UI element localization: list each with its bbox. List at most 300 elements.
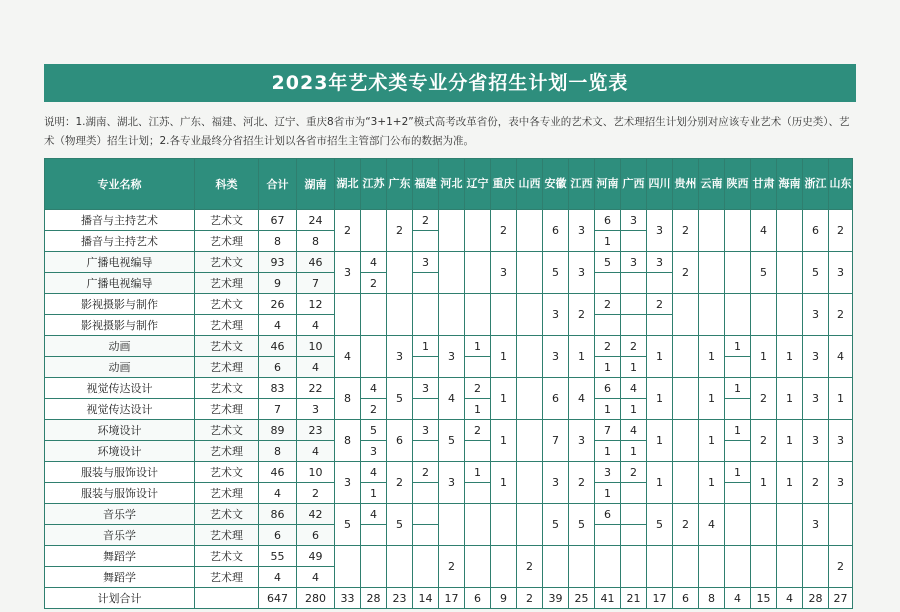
cell-total: 46 [259, 462, 297, 483]
province-cell: 5 [647, 504, 673, 546]
province-cell [543, 546, 569, 588]
total-hunan: 280 [297, 588, 335, 609]
province-cell: 5 [439, 420, 465, 462]
province-cell: 1 [621, 399, 647, 420]
table-row [45, 336, 853, 357]
cell-total: 55 [259, 546, 297, 567]
header-total: 合计 [259, 159, 297, 210]
header-row [45, 159, 853, 210]
province-cell: 3 [647, 210, 673, 252]
province-cell [725, 357, 751, 378]
total-province: 9 [491, 588, 517, 609]
cell-total: 67 [259, 210, 297, 231]
cell-cat: 艺术理 [195, 525, 259, 546]
province-cell: 7 [595, 420, 621, 441]
province-cell: 4 [621, 420, 647, 441]
cell-total: 26 [259, 294, 297, 315]
province-cell [413, 294, 439, 336]
province-cell: 3 [829, 420, 853, 462]
province-cell [517, 210, 543, 252]
province-cell: 3 [829, 252, 853, 294]
province-cell: 1 [621, 357, 647, 378]
province-cell: 3 [361, 441, 387, 462]
province-cell [439, 294, 465, 336]
province-cell: 1 [491, 336, 517, 378]
province-cell: 2 [465, 420, 491, 441]
province-cell: 3 [621, 252, 647, 273]
cell-major: 环境设计 [45, 420, 195, 441]
province-cell: 5 [803, 252, 829, 294]
province-cell [699, 252, 725, 294]
province-cell: 2 [751, 420, 777, 462]
province-cell: 3 [413, 252, 439, 273]
province-cell: 1 [699, 378, 725, 420]
province-cell: 1 [491, 462, 517, 504]
total-sum: 647 [259, 588, 297, 609]
cell-cat: 艺术理 [195, 273, 259, 294]
cell-major: 音乐学 [45, 525, 195, 546]
province-cell: 3 [413, 378, 439, 399]
header-province: 江西 [569, 159, 595, 210]
province-cell [673, 294, 699, 336]
province-cell: 2 [439, 546, 465, 588]
province-cell: 2 [803, 462, 829, 504]
province-cell: 1 [491, 420, 517, 462]
province-cell: 4 [569, 378, 595, 420]
cell-total: 9 [259, 273, 297, 294]
province-cell: 5 [569, 504, 595, 546]
cell-hunan: 7 [297, 273, 335, 294]
province-cell [725, 504, 751, 546]
table-row [45, 504, 853, 525]
province-cell: 8 [335, 420, 361, 462]
province-cell: 3 [569, 210, 595, 252]
total-province: 6 [465, 588, 491, 609]
province-cell: 2 [387, 210, 413, 252]
header-province: 云南 [699, 159, 725, 210]
province-cell [361, 294, 387, 336]
header-province: 山东 [829, 159, 853, 210]
province-cell [725, 399, 751, 420]
province-cell [517, 462, 543, 504]
province-cell: 3 [803, 420, 829, 462]
province-cell: 5 [387, 378, 413, 420]
province-cell: 6 [543, 210, 569, 252]
cell-total: 46 [259, 336, 297, 357]
province-cell: 3 [335, 462, 361, 504]
province-cell: 3 [829, 462, 853, 504]
province-cell: 5 [335, 504, 361, 546]
cell-major: 视觉传达设计 [45, 399, 195, 420]
province-cell: 5 [595, 252, 621, 273]
province-cell [777, 504, 803, 546]
cell-hunan: 10 [297, 462, 335, 483]
province-cell [673, 546, 699, 588]
province-cell [413, 441, 439, 462]
cell-total: 7 [259, 399, 297, 420]
cell-total: 8 [259, 441, 297, 462]
province-cell: 1 [569, 336, 595, 378]
cell-cat: 艺术文 [195, 210, 259, 231]
province-cell [673, 336, 699, 378]
province-cell: 4 [751, 210, 777, 252]
total-province: 23 [387, 588, 413, 609]
province-cell: 1 [699, 336, 725, 378]
cell-cat: 艺术文 [195, 462, 259, 483]
province-cell: 4 [361, 504, 387, 525]
admission-plan-table [44, 158, 853, 609]
cell-total: 6 [259, 525, 297, 546]
province-cell: 3 [491, 252, 517, 294]
header-province: 陕西 [725, 159, 751, 210]
province-cell: 4 [699, 504, 725, 546]
cell-cat: 艺术理 [195, 357, 259, 378]
cell-cat: 艺术文 [195, 546, 259, 567]
total-province: 17 [439, 588, 465, 609]
province-cell: 6 [803, 210, 829, 252]
cell-major: 服装与服饰设计 [45, 483, 195, 504]
province-cell: 3 [413, 420, 439, 441]
cell-hunan: 49 [297, 546, 335, 567]
province-cell: 6 [595, 210, 621, 231]
province-cell [751, 504, 777, 546]
province-cell [465, 294, 491, 336]
province-cell: 1 [465, 399, 491, 420]
province-cell [699, 210, 725, 252]
province-cell [751, 546, 777, 588]
province-cell: 1 [361, 483, 387, 504]
total-row [45, 588, 853, 609]
province-cell [673, 378, 699, 420]
table-row [45, 378, 853, 399]
province-cell: 1 [465, 336, 491, 357]
table-row [45, 252, 853, 273]
province-cell: 5 [751, 252, 777, 294]
total-province: 39 [543, 588, 569, 609]
province-cell [595, 546, 621, 588]
province-cell: 2 [673, 504, 699, 546]
province-cell [439, 252, 465, 294]
header-province: 重庆 [491, 159, 517, 210]
cell-total: 93 [259, 252, 297, 273]
province-cell [465, 252, 491, 294]
province-cell: 1 [465, 462, 491, 483]
table-row [45, 294, 853, 315]
province-cell: 2 [621, 336, 647, 357]
province-cell: 3 [543, 462, 569, 504]
province-cell: 2 [751, 378, 777, 420]
province-cell: 2 [647, 294, 673, 315]
header-major: 专业名称 [45, 159, 195, 210]
province-cell: 8 [335, 378, 361, 420]
province-cell: 2 [413, 210, 439, 231]
header-category: 科类 [195, 159, 259, 210]
province-cell: 3 [543, 294, 569, 336]
province-cell: 4 [829, 336, 853, 378]
province-cell [725, 210, 751, 252]
province-cell: 2 [829, 294, 853, 336]
total-province: 8 [699, 588, 725, 609]
province-cell: 3 [803, 378, 829, 420]
total-blank-cell [195, 588, 259, 609]
province-cell [621, 273, 647, 294]
province-cell [465, 504, 491, 546]
cell-major: 环境设计 [45, 441, 195, 462]
header-province: 四川 [647, 159, 673, 210]
cell-major: 视觉传达设计 [45, 378, 195, 399]
province-cell [517, 378, 543, 420]
province-cell: 1 [699, 462, 725, 504]
province-cell [725, 483, 751, 504]
header-province: 海南 [777, 159, 803, 210]
province-cell [413, 483, 439, 504]
province-cell: 3 [569, 420, 595, 462]
table-row [45, 546, 853, 567]
province-cell: 3 [569, 252, 595, 294]
province-cell [595, 273, 621, 294]
total-province: 14 [413, 588, 439, 609]
province-cell: 7 [543, 420, 569, 462]
province-cell [621, 315, 647, 336]
total-province: 28 [803, 588, 829, 609]
province-cell: 4 [361, 462, 387, 483]
total-province: 17 [647, 588, 673, 609]
province-cell [699, 546, 725, 588]
province-cell [413, 504, 439, 525]
table-row [45, 462, 853, 483]
province-cell: 4 [621, 378, 647, 399]
total-province: 33 [335, 588, 361, 609]
province-cell: 2 [673, 210, 699, 252]
province-cell [647, 546, 673, 588]
cell-major: 广播电视编导 [45, 252, 195, 273]
province-cell: 1 [725, 420, 751, 441]
header-province: 广西 [621, 159, 647, 210]
province-cell: 2 [829, 210, 853, 252]
province-cell [725, 546, 751, 588]
cell-hunan: 46 [297, 252, 335, 273]
province-cell: 5 [543, 252, 569, 294]
cell-major: 动画 [45, 357, 195, 378]
total-province: 21 [621, 588, 647, 609]
cell-total: 4 [259, 315, 297, 336]
province-cell: 2 [673, 252, 699, 294]
province-cell [413, 399, 439, 420]
cell-major: 播音与主持艺术 [45, 231, 195, 252]
province-cell [803, 546, 829, 588]
cell-hunan: 22 [297, 378, 335, 399]
cell-hunan: 10 [297, 336, 335, 357]
province-cell: 3 [803, 336, 829, 378]
cell-hunan: 3 [297, 399, 335, 420]
province-cell: 1 [647, 462, 673, 504]
province-cell [517, 420, 543, 462]
province-cell [595, 315, 621, 336]
cell-total: 4 [259, 483, 297, 504]
province-cell: 4 [439, 378, 465, 420]
province-cell [517, 294, 543, 336]
province-cell [387, 546, 413, 588]
province-cell [777, 252, 803, 294]
province-cell: 3 [595, 462, 621, 483]
province-cell: 2 [829, 546, 853, 588]
total-province: 2 [517, 588, 543, 609]
province-cell: 1 [829, 378, 853, 420]
cell-hunan: 2 [297, 483, 335, 504]
province-cell [439, 504, 465, 546]
province-cell [413, 357, 439, 378]
province-cell: 2 [361, 399, 387, 420]
header-province: 安徽 [543, 159, 569, 210]
cell-cat: 艺术理 [195, 315, 259, 336]
total-province: 41 [595, 588, 621, 609]
province-cell: 2 [491, 210, 517, 252]
cell-cat: 艺术理 [195, 483, 259, 504]
province-cell: 2 [621, 462, 647, 483]
province-cell: 5 [361, 420, 387, 441]
province-cell: 2 [335, 210, 361, 252]
province-cell [361, 210, 387, 252]
province-cell: 3 [621, 210, 647, 231]
province-cell [647, 273, 673, 294]
province-cell [335, 546, 361, 588]
cell-cat: 艺术文 [195, 420, 259, 441]
cell-major: 舞蹈学 [45, 567, 195, 588]
header-province: 福建 [413, 159, 439, 210]
province-cell [335, 294, 361, 336]
province-cell [413, 231, 439, 252]
province-cell [699, 294, 725, 336]
cell-hunan: 8 [297, 231, 335, 252]
cell-hunan: 4 [297, 567, 335, 588]
cell-cat: 艺术理 [195, 441, 259, 462]
province-cell [439, 210, 465, 252]
cell-hunan: 4 [297, 315, 335, 336]
header-province: 贵州 [673, 159, 699, 210]
cell-major: 播音与主持艺术 [45, 210, 195, 231]
cell-major: 服装与服饰设计 [45, 462, 195, 483]
cell-hunan: 23 [297, 420, 335, 441]
header-province: 浙江 [803, 159, 829, 210]
province-cell: 2 [595, 294, 621, 315]
cell-total: 8 [259, 231, 297, 252]
province-cell: 1 [777, 420, 803, 462]
table-row [45, 210, 853, 231]
province-cell: 1 [751, 462, 777, 504]
province-cell [491, 504, 517, 546]
province-cell: 3 [803, 504, 829, 546]
province-cell [647, 315, 673, 336]
province-cell: 1 [595, 357, 621, 378]
province-cell: 1 [647, 336, 673, 378]
province-cell: 3 [439, 336, 465, 378]
province-cell [387, 294, 413, 336]
province-cell [725, 441, 751, 462]
province-cell: 2 [465, 378, 491, 399]
cell-cat: 艺术文 [195, 252, 259, 273]
province-cell: 6 [387, 420, 413, 462]
province-cell [725, 252, 751, 294]
province-cell [413, 273, 439, 294]
province-cell: 5 [543, 504, 569, 546]
cell-total: 83 [259, 378, 297, 399]
province-cell [673, 462, 699, 504]
province-cell: 1 [595, 441, 621, 462]
province-cell: 2 [387, 462, 413, 504]
province-cell: 5 [387, 504, 413, 546]
page-title: 2023年艺术类专业分省招生计划一览表 [44, 64, 856, 102]
cell-hunan: 42 [297, 504, 335, 525]
province-cell [777, 210, 803, 252]
province-cell: 2 [569, 294, 595, 336]
province-cell: 1 [699, 420, 725, 462]
cell-hunan: 4 [297, 441, 335, 462]
province-cell [361, 525, 387, 546]
province-cell [621, 525, 647, 546]
province-cell: 4 [335, 336, 361, 378]
province-cell: 1 [725, 336, 751, 357]
province-cell [413, 546, 439, 588]
province-cell [777, 546, 803, 588]
province-cell [621, 294, 647, 315]
cell-major: 舞蹈学 [45, 546, 195, 567]
cell-cat: 艺术文 [195, 378, 259, 399]
cell-cat: 艺术文 [195, 504, 259, 525]
cell-total: 89 [259, 420, 297, 441]
cell-cat: 艺术理 [195, 231, 259, 252]
cell-cat: 艺术理 [195, 399, 259, 420]
province-cell: 1 [647, 378, 673, 420]
total-province: 6 [673, 588, 699, 609]
province-cell [413, 525, 439, 546]
header-province: 河北 [439, 159, 465, 210]
cell-hunan: 24 [297, 210, 335, 231]
cell-total: 86 [259, 504, 297, 525]
cell-total: 4 [259, 567, 297, 588]
province-cell: 4 [361, 378, 387, 399]
province-cell: 2 [361, 273, 387, 294]
header-hunan: 湖南 [297, 159, 335, 210]
cell-cat: 艺术文 [195, 294, 259, 315]
total-label: 计划合计 [45, 588, 195, 609]
province-cell [387, 252, 413, 294]
total-province: 25 [569, 588, 595, 609]
province-cell [491, 546, 517, 588]
cell-major: 音乐学 [45, 504, 195, 525]
province-cell: 6 [595, 378, 621, 399]
province-cell [517, 504, 543, 546]
province-cell [751, 294, 777, 336]
cell-major: 动画 [45, 336, 195, 357]
province-cell: 1 [751, 336, 777, 378]
province-cell: 1 [777, 336, 803, 378]
province-cell: 1 [491, 378, 517, 420]
cell-hunan: 12 [297, 294, 335, 315]
province-cell: 6 [595, 504, 621, 525]
province-cell: 1 [647, 420, 673, 462]
province-cell: 4 [361, 252, 387, 273]
cell-major: 广播电视编导 [45, 273, 195, 294]
province-cell: 1 [621, 441, 647, 462]
province-cell: 1 [777, 462, 803, 504]
province-cell [465, 357, 491, 378]
total-province: 4 [777, 588, 803, 609]
province-cell: 1 [595, 483, 621, 504]
province-cell [465, 441, 491, 462]
total-province: 4 [725, 588, 751, 609]
province-cell: 1 [595, 231, 621, 252]
province-cell: 2 [595, 336, 621, 357]
